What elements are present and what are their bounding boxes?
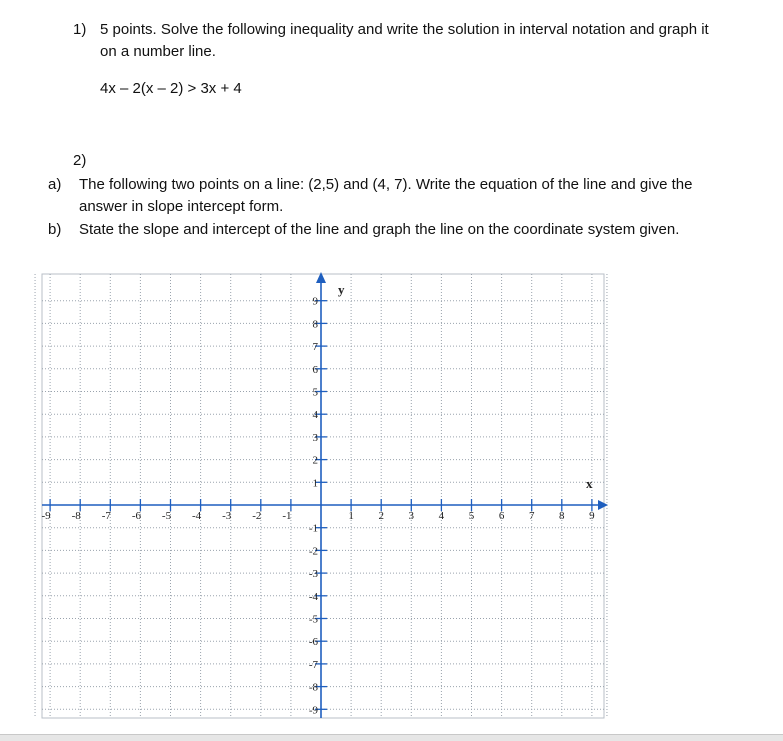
x-tick-label: 7 xyxy=(528,510,535,522)
x-tick-label: -6 xyxy=(131,510,141,522)
x-tick-label: -2 xyxy=(252,510,262,522)
x-tick-label: -9 xyxy=(41,510,51,522)
x-tick-label: -1 xyxy=(282,510,292,522)
x-axis-label: x xyxy=(586,476,593,491)
y-tick-label: -4 xyxy=(308,590,318,603)
question-1-prompt-line-1: 5 points. Solve the following inequality and write the solution in interval notation and graph it xyxy=(100,21,709,38)
x-tick-label: 4 xyxy=(438,510,445,522)
x-tick-label: 1 xyxy=(348,510,354,522)
y-tick-label: -7 xyxy=(308,658,318,671)
y-tick-label: -9 xyxy=(308,704,318,717)
y-axis-label: y xyxy=(338,282,345,297)
x-tick-label: -3 xyxy=(222,510,232,522)
question-2-part-b-label: b) xyxy=(48,221,62,238)
question-1-prompt-line-2: on a number line. xyxy=(100,43,216,60)
question-2-part-b-text: State the slope and intercept of the line and graph the line on the coordinate system given. xyxy=(79,221,680,238)
question-2-part-a-line-1: The following two points on a line: (2,5) and (4, 7). Write the equation of the line and give the xyxy=(79,176,693,193)
question-2-number: 2) xyxy=(73,152,87,169)
question-2-part-a-line-2: answer in slope intercept form. xyxy=(79,198,284,215)
y-tick-label: -1 xyxy=(308,522,318,535)
question-1-number: 1) xyxy=(73,21,87,38)
x-tick-label: -5 xyxy=(161,510,172,522)
y-tick-label: 6 xyxy=(312,363,318,376)
x-tick-label: -4 xyxy=(192,510,202,522)
x-tick-label: 8 xyxy=(559,510,565,522)
x-tick-label: 3 xyxy=(408,510,415,522)
x-tick-label: 2 xyxy=(378,510,384,522)
y-tick-label: 3 xyxy=(312,431,318,444)
x-tick-label: -8 xyxy=(71,510,81,522)
y-tick-label: 9 xyxy=(312,295,318,308)
y-tick-label: 7 xyxy=(312,341,318,354)
x-tick-label: -7 xyxy=(101,510,111,522)
x-tick-label: 5 xyxy=(468,510,475,522)
y-tick-label: 2 xyxy=(312,454,318,467)
y-tick-label: -5 xyxy=(308,613,318,626)
y-tick-label: -3 xyxy=(308,568,318,581)
y-tick-label: 4 xyxy=(312,409,318,422)
y-tick-label: 5 xyxy=(312,386,318,399)
y-tick-label: -8 xyxy=(308,681,318,694)
x-tick-label: 9 xyxy=(589,510,595,522)
grid-frame xyxy=(42,274,604,718)
x-tick-label: 6 xyxy=(498,510,505,522)
y-tick-label: 8 xyxy=(312,318,318,331)
y-tick-label: 1 xyxy=(312,477,318,490)
question-1-inequality: 4x – 2(x – 2) > 3x + 4 xyxy=(100,80,242,97)
y-tick-label: -2 xyxy=(308,545,318,558)
y-tick-label: -6 xyxy=(308,636,318,649)
question-2-part-a-label: a) xyxy=(48,176,62,193)
